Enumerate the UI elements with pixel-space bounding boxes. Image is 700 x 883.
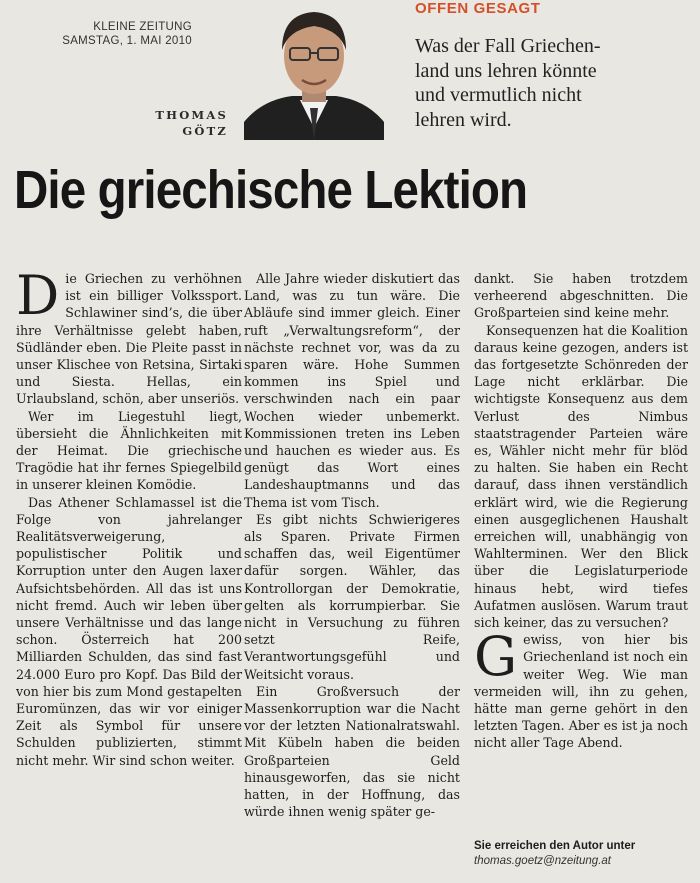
drop-cap: G bbox=[474, 625, 518, 689]
article-headline: Die griechische Lektion bbox=[14, 160, 528, 220]
deck-line: lehren wird. bbox=[415, 108, 512, 131]
author-first-name: THOMAS bbox=[155, 108, 228, 122]
paragraph bbox=[474, 625, 688, 751]
paragraph bbox=[16, 264, 242, 408]
author-email[interactable]: thomas.goetz@nzeitung.at bbox=[474, 855, 611, 867]
drop-cap: D bbox=[16, 264, 60, 327]
author-contact bbox=[474, 839, 688, 869]
paragraph: Es gibt nichts Schwierigeres als Sparen. Private Firmen schaffen das, weil Eigentümer dafür sorgen. Wähler, das Kontrollorgan der Demokratie, gelten als korrumpierbar. Sie nicht in Versuchung zu führen setzt Reife, Verantwortungsgefühl und Weitsicht voraus. bbox=[244, 511, 460, 682]
paragraph: Konsequenzen hat die Koalition daraus keine gezogen, anders ist das fortgesetzte Schönreden der Lage nicht erklärbar. Die wichtigste Konsequenz aus dem Verlust des Nimbus staatstragender Parteien wäre es, Wähler nicht mehr für blöd zu halten. Sie haben ein Recht darauf, dass ihnen verständlich erklärt wird, wie die Regierung einen ausgeglichenen Haushalt erreichen will, unabhängig von Wahlterminen. Wer den Blick über die Legislaturperiode hinaus hebt, wird tiefes Aufatmen auslösen. Warum traut sich keiner, das zu versuchen? bbox=[474, 322, 688, 631]
contact-label: Sie erreichen den Autor unter bbox=[474, 840, 636, 852]
deck-line: und vermutlich nicht bbox=[415, 84, 582, 106]
paragraph: dankt. Sie haben trotzdem verheerend abgeschnitten. Die Großparteien sind keine mehr. bbox=[474, 271, 688, 321]
paragraph: Das Athener Schlamassel ist die Folge von jahrelanger Realitätsverweigerung, populistischer Politik und Korruption unter den Augen laxer Aufsichtsbehörden. All das ist uns nicht fremd. Auch wir leben über unsere Verhältnisse und das lange schon. Österreich hat 200 Milliarden Schulden, das sind fast 24.000 Euro pro Kopf. Das Bild der von hier bis zum Mond gestapelten Euromünzen, das wir vor einiger Zeit als Symbol für unsere Schulden publizierten, stimmt nicht mehr. Wir sind schon weiter. bbox=[16, 494, 242, 768]
author-last-name: GÖTZ bbox=[182, 124, 228, 138]
publication-date: SAMSTAG, 1. MAI 2010 bbox=[62, 35, 192, 47]
article-deck bbox=[415, 34, 685, 132]
paragraph: Wer im Liegestuhl liegt, übersieht die Ähnlichkeiten mit der Heimat. Die griechische Tragödie hat ihr fernes Spiegelbild in unserer kleinen Komödie. bbox=[16, 408, 242, 493]
deck-line: Was der Fall Griechen- bbox=[415, 35, 601, 57]
article-column-2 bbox=[244, 270, 460, 821]
paragraph: Alle Jahre wieder diskutiert das Land, was zu tun wäre. Die Abläufe sind immer gleich. Einer ruft „Verwaltungsreform“, der nächste rechnet vor, was da zu sparen wäre. Hohe Summen kommen ins Spiel und verschwinden nach ein paar Wochen wieder unbemerkt. Kommissionen treten ins Leben und hauchen es wieder aus. Es genügt das Wort eines Landeshauptmanns und das Thema ist vom Tisch. bbox=[244, 271, 460, 510]
article-column-1 bbox=[16, 264, 242, 769]
newspaper-name: KLEINE ZEITUNG bbox=[93, 21, 192, 33]
paragraph-text: ie Griechen zu verhöhnen ist ein billiger Volkssport. Schlawiner sind’s, die über ihre Verhältnisse gelebt haben, Südländer eben. Die Pleite passt in unser Klischee von Retsina, Sirtaki und Siesta. Hellas, ein Urlaubsland, schön, aber unseriös. bbox=[16, 271, 242, 407]
author-byline bbox=[128, 107, 228, 139]
masthead bbox=[62, 20, 192, 48]
column-kicker: OFFEN GESAGT bbox=[415, 0, 541, 17]
author-portrait bbox=[244, 0, 384, 140]
paragraph-text: ewiss, von hier bis Griechenland ist noch ein weiter Weg. Wie man vermeiden will, ihn zu gehen, hätte man gerne gehört in den letzten Tagen. Aber es ist ja noch nicht aller Tage Abend. bbox=[474, 632, 688, 751]
deck-line: land uns lehren könnte bbox=[415, 59, 597, 82]
paragraph: Ein Großversuch der Massenkorruption war die Nacht vor der letzten Nationalratswahl. Mit Kübeln haben die beiden Großparteien Geld hinausgeworfen, das sie nicht hatten, in der Hoffnung, das würde ihnen wenig später ge- bbox=[244, 683, 460, 820]
article-column-3 bbox=[474, 270, 688, 752]
